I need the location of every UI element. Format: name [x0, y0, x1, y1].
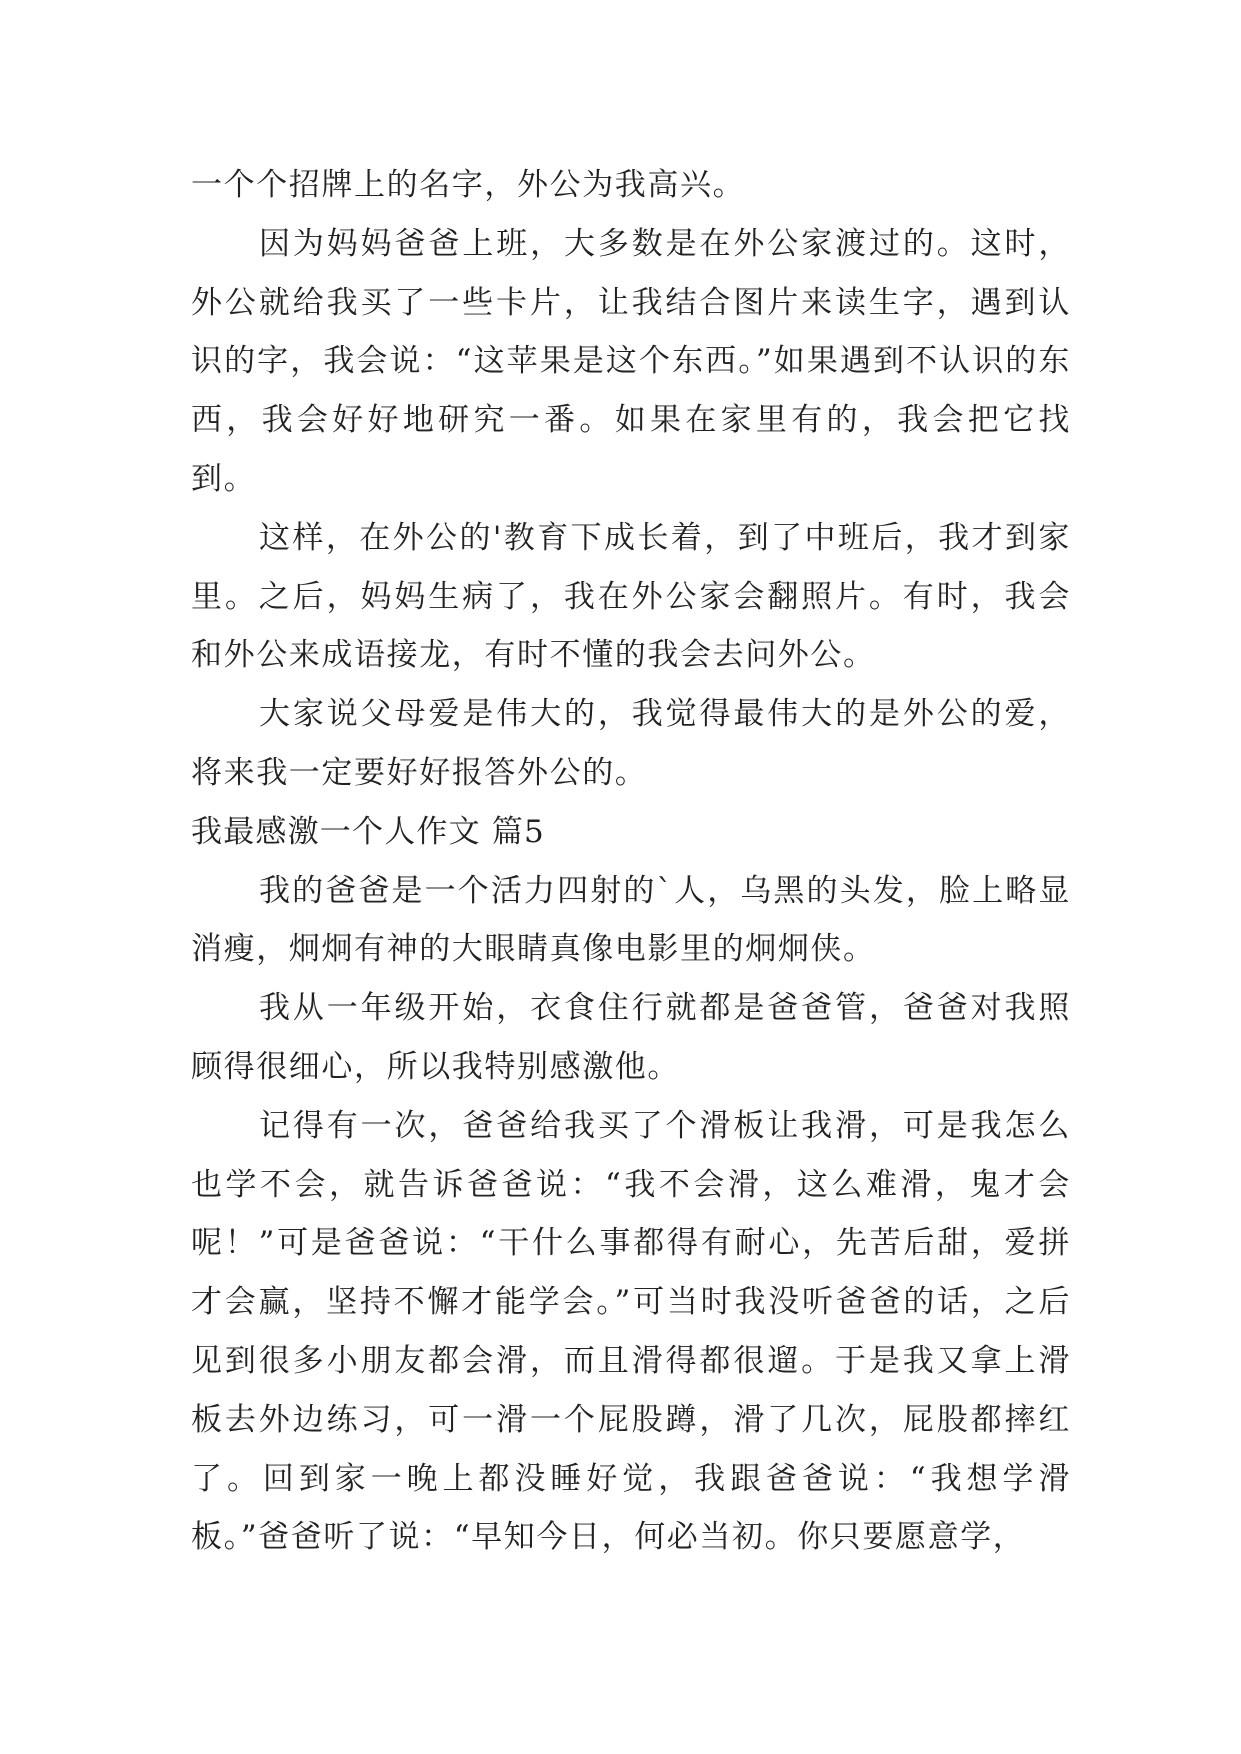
paragraph: 记得有一次，爸爸给我买了个滑板让我滑，可是我怎么也学不会，就告诉爸爸说：“我不会滑，这么难滑，鬼才会呢！”可是爸爸说：“干什么事都得有耐心，先苦后甜，爱拼才会赢，坚持不懈才能学会。”可当时我没听爸爸的话，之后见到很多小朋友都会滑，而且滑得都很遛。于是我又拿上滑板去外边练习，可一滑一个屁股蹲，滑了几次，屁股都摔红了。回到家一晚上都没睡好觉，我跟爸爸说：“我想学滑板。”爸爸听了说：“早知今日，何必当初。你只要愿意学，: [191, 1107, 1071, 1556]
paragraph: 我从一年级开始，衣食住行就都是爸爸管，爸爸对我照顾得很细心，所以我特别感激他。: [191, 990, 1071, 1085]
document-body: [191, 156, 1071, 1567]
paragraph: 因为妈妈爸爸上班，大多数是在外公家渡过的。这时，外公就给我买了一些卡片，让我结合图片来读生字，遇到认识的字，我会说：“这苹果是这个东西。”如果遇到不认识的东西，我会好好地研究一番。如果在家里有的，我会把它找到。: [191, 225, 1071, 497]
paragraph-continuation: 一个个招牌上的名字，外公为我高兴。: [191, 167, 746, 203]
paragraph: 这样，在外公的'教育下成长着，到了中班后，我才到家里。之后，妈妈生病了，我在外公家会翻照片。有时，我会和外公来成语接龙，有时不懂的我会去问外公。: [191, 519, 1071, 674]
paragraph: 我的爸爸是一个活力四射的`人，乌黑的头发，脸上略显消瘦，炯炯有神的大眼睛真像电影里的炯炯侠。: [191, 872, 1071, 968]
paragraph: 大家说父母爱是伟大的，我觉得最伟大的是外公的爱，将来我一定要好好报答外公的。: [191, 696, 1071, 791]
section-heading: 我最感激一个人作文 篇5: [191, 813, 545, 850]
